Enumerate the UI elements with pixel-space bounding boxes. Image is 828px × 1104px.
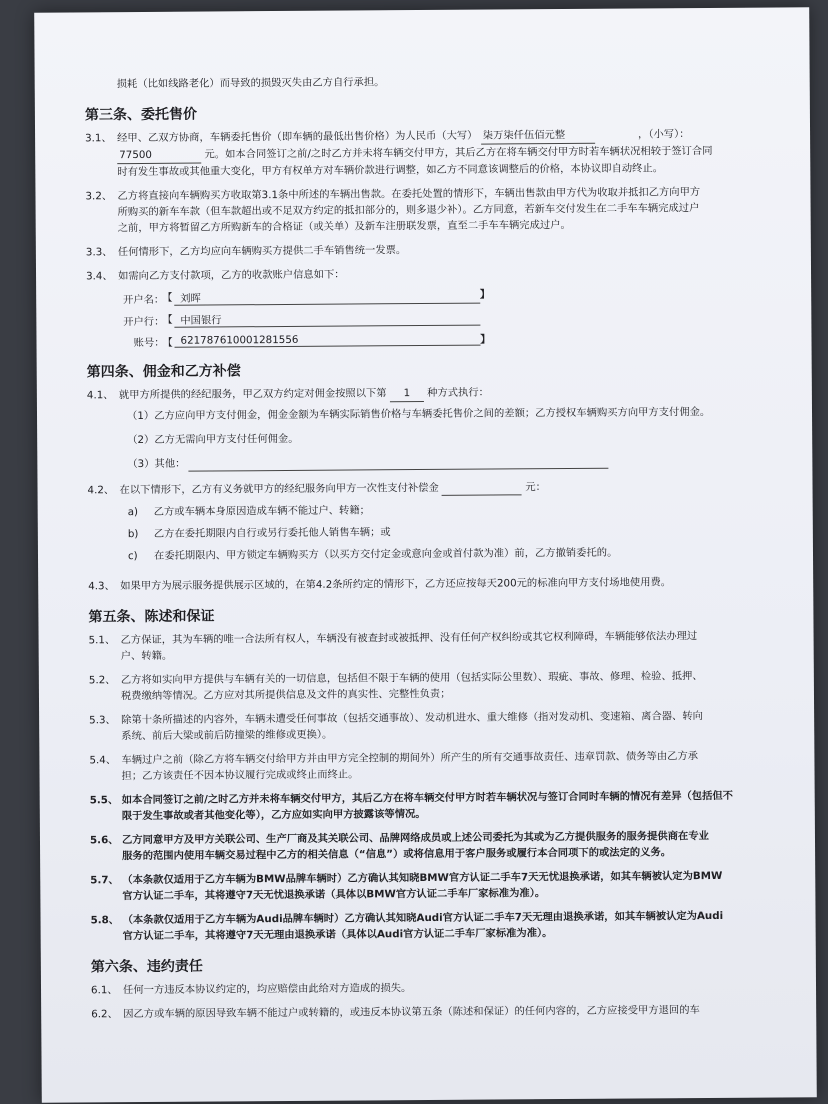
clause-number: 5.6、 xyxy=(89,834,119,847)
clause-text: 服务的范围内使用车辆交易过程中乙方的相关信息（“信息”）或将信息用于客户服务或履行本合同项下的或法定的义务。 xyxy=(122,846,672,863)
clause-text: 乙方同意甲方及甲方关联公司、生产厂商及其关联公司、品牌网络成员或上述公司委托为其或为乙方提供服务的服务提供商在专业 xyxy=(121,830,709,847)
clause-number: 5.4、 xyxy=(89,754,117,767)
sub-item-text: 在委托期限内、甲方锁定车辆购买方（以买方交付定金或意向金或首付款为准）前，乙方撤销委托的。 xyxy=(153,546,618,562)
account-bank-label: 开户行： xyxy=(123,315,165,328)
account-holder-row xyxy=(116,285,796,306)
clause-text: 就甲方所提供的经纪服务，甲乙双方约定对佣金按照以下第 xyxy=(118,387,387,402)
clause-text: 经甲、乙双方协商，车辆委托售价（即车辆的最低出售价格）为人民币（大写） xyxy=(117,129,478,145)
clause-text: 如需向乙方支付款项，乙方的收款账户信息如下： xyxy=(118,268,345,283)
sub-item-mark: a) xyxy=(127,506,139,519)
clause-text: 任何一方违反本协议约定的，均应赔偿由此给对方造成的损失。 xyxy=(122,982,412,997)
clause-text: ，（小写）： xyxy=(637,128,690,141)
clause-number: 5.3、 xyxy=(89,714,116,727)
clause-5-8 xyxy=(90,907,800,944)
clause-5-7 xyxy=(90,867,800,904)
clause-number: 6.2、 xyxy=(91,1008,118,1021)
section3-title: 第三条、委托售价 xyxy=(84,106,197,124)
clause-text: 乙方将直接向车辆购买方收取第3.1条中所述的车辆出售款。在委托处置的情形下，车辆出售款由甲方代为收取并抵扣乙方向甲方 xyxy=(117,186,701,203)
clause-text: 时有发生事故或其他重大变化，甲方有权单方对车辆价款进行调整，如乙方不同意该调整后的价格，本协议即自动终止。 xyxy=(117,162,664,179)
sub-item-mark: c) xyxy=(127,550,138,563)
clause-text: 户、转籍。 xyxy=(120,649,173,663)
contract-page xyxy=(34,7,817,1102)
clause-text: （本条款仅适用于乙方车辆为Audi品牌车辆时）乙方确认其知晓Audi官方认证二手车7天无理由退换承诺，如其车辆被认定为Audi xyxy=(122,909,724,927)
clause-3-2 xyxy=(85,183,795,236)
clause-5-1 xyxy=(89,627,799,664)
section6-title: 第六条、违约责任 xyxy=(90,958,203,976)
clause-text: 如本合同签订之前/之时乙方并未将车辆交付甲方，其后乙方在将车辆交付甲方时若车辆状况与签订合同时车辆的情况有差异（包括但不 xyxy=(121,789,734,807)
clause-text: 种方式执行： xyxy=(427,386,489,399)
clause-text: 除第十条所描述的内容外，车辆未遭受任何事故（包括交通事故）、发动机进水、重大维修（指对发动机、变速箱、离合器、转向 xyxy=(121,710,703,727)
clause-number: 4.1、 xyxy=(86,389,114,402)
clause-text: 系统、前后大梁或前后防撞梁的维修或更换）。 xyxy=(121,728,333,743)
clause-text: 在以下情形下，乙方有义务就甲方的经纪服务向甲方一次性支付补偿金 xyxy=(119,481,439,497)
account-number-row xyxy=(116,329,796,349)
sub-item-text: 乙方在委托期限内自行或另行委托他人销售车辆；或 xyxy=(153,526,391,540)
clause-number: 5.7、 xyxy=(90,874,119,887)
clause-number: 6.1、 xyxy=(90,984,118,997)
price-lower-field: 77500 xyxy=(117,147,201,165)
sub-item-c xyxy=(128,543,798,564)
clause-text: 官方认证二手车，其将遵守7天无理由退换承诺（具体以Audi官方认证二手车厂家标准为准）。 xyxy=(122,927,553,943)
account-bank-value: 【 中国银行 xyxy=(174,310,480,328)
option-3: （3）其他： xyxy=(127,457,186,471)
clause-6-1 xyxy=(91,977,801,998)
sub-item-mark: b) xyxy=(127,528,139,541)
account-bank-row xyxy=(116,307,796,328)
clause-5-3 xyxy=(89,707,799,744)
account-number-value: 【 621787610001281556 】 xyxy=(174,333,480,348)
clause-4-2 xyxy=(87,477,798,570)
sub-item-b xyxy=(128,521,798,542)
clause-text: 如果甲方为展示服务提供展示区域的，在第4.2条所约定的情形下，乙方还应按每天200元的标准向甲方支付场地使用费。 xyxy=(120,576,672,593)
option-2: （2）乙方无需向甲方支付任何佣金。 xyxy=(127,432,299,447)
clause-3-3 xyxy=(86,239,796,260)
commission-method-field: 1 xyxy=(390,385,424,402)
clause-5-4 xyxy=(89,747,799,784)
clause-number: 5.5、 xyxy=(89,794,119,807)
sub-item-a xyxy=(128,499,798,520)
clause-text: 所购买的新车车款（但车款超出或不足双方约定的抵扣部分的，则多退少补）。乙方同意，若新车交付发生在二手车车辆完成过户 xyxy=(117,202,700,219)
clause-number: 5.8、 xyxy=(90,914,120,927)
contract-content xyxy=(85,71,802,1030)
clause-5-2 xyxy=(89,667,799,704)
clause-text: （本条款仅适用于乙方车辆为BMW品牌车辆时）乙方确认其知晓BMW官方认证二手车7天无忧退换承诺，如其车辆被认定为BMW xyxy=(122,869,723,887)
price-upper-field: 柒万柒仟伍佰元整 xyxy=(481,127,595,145)
clause-text: 元： xyxy=(525,481,546,494)
clause-number: 3.1、 xyxy=(85,132,112,145)
option-3-blank xyxy=(189,468,609,472)
clause-text: 元。如本合同签订之前/之时乙方并未将车辆交付甲方，其后乙方在将车辆交付甲方时若车辆状况相较于签订合同 xyxy=(204,144,713,161)
clause-text: 车辆过户之前（除乙方将车辆交付给甲方并由甲方完全控制的期间外）所产生的所有交通事故责任、违章罚款、债务等由乙方承 xyxy=(121,750,699,767)
clause-number: 4.3、 xyxy=(88,580,115,593)
clause-number: 4.2、 xyxy=(87,484,115,497)
clause-text: 之前，甲方将暂留乙方所购新车的合格证（或关单）及新车注册联发票，直至二手车车辆完成过户。 xyxy=(117,218,571,235)
clause-text: 乙方将如实向甲方提供与车辆有关的一切信息，包括但不限于车辆的使用（包括实际公里数）、瑕疵、事故、修理、检验、抵押、 xyxy=(120,670,703,687)
section4-title: 第四条、佣金和乙方补偿 xyxy=(86,363,241,381)
clause-number: 3.4、 xyxy=(86,270,113,283)
clause-5-6 xyxy=(90,827,800,864)
clause-text: 乙方保证，其为车辆的唯一合法所有权人，车辆没有被查封或被抵押、没有任何产权纠纷或其它权利障碍，车辆能够依法办理过 xyxy=(120,630,698,647)
clause-3-4 xyxy=(86,263,796,284)
clause-number: 3.3、 xyxy=(85,246,113,259)
clause-text: 官方认证二手车，其将遵守7天无忧退换承诺（具体以BMW官方认证二手车厂家标准为准）。 xyxy=(122,887,546,903)
clause-5-5 xyxy=(90,787,800,824)
clause-text: 任何情形下，乙方均应向车辆购买方提供二手车销售统一发票。 xyxy=(117,244,407,259)
clause-3-1 xyxy=(85,125,795,180)
sub-item-text: 乙方或车辆本身原因造成车辆不能过户、转籍； xyxy=(153,504,370,518)
clause-text: 担；乙方该责任不因本协议履行完成或终止而终止。 xyxy=(121,768,359,783)
account-holder-value: 【 刘晖 】 xyxy=(174,288,480,306)
intro-line: 损耗（比如线路老化）而导致的损毁灭失由乙方自行承担。 xyxy=(116,76,385,91)
account-holder-label: 开户名： xyxy=(122,293,165,306)
clause-text: 税费缴纳等情况。乙方应对其所提供信息及文件的真实性、完整性负责； xyxy=(120,687,451,703)
clause-number: 5.2、 xyxy=(88,674,116,687)
clause-text: 限于发生事故或者其他变化等），乙方应如实向甲方披露该等情况。 xyxy=(121,808,426,823)
account-number-label: 账号： xyxy=(133,336,165,350)
clause-6-2 xyxy=(91,1001,801,1022)
compensation-blank xyxy=(442,494,522,496)
option-1: （1）乙方应向甲方支付佣金，佣金金额为车辆实际销售价格与车辆委托售价之间的差额；乙方授权车辆购买方向甲方支付佣金。 xyxy=(126,406,711,423)
clause-text: 因乙方或车辆的原因导致车辆不能过户或转籍的，或违反本协议第五条（陈述和保证）的任何内容的，乙方应接受甲方退回的车 xyxy=(123,1004,700,1021)
section5-title: 第五条、陈述和保证 xyxy=(88,608,215,626)
clause-4-1 xyxy=(87,382,798,472)
clause-number: 3.2、 xyxy=(85,190,113,203)
clause-4-3 xyxy=(88,573,798,594)
clause-number: 5.1、 xyxy=(88,634,116,647)
